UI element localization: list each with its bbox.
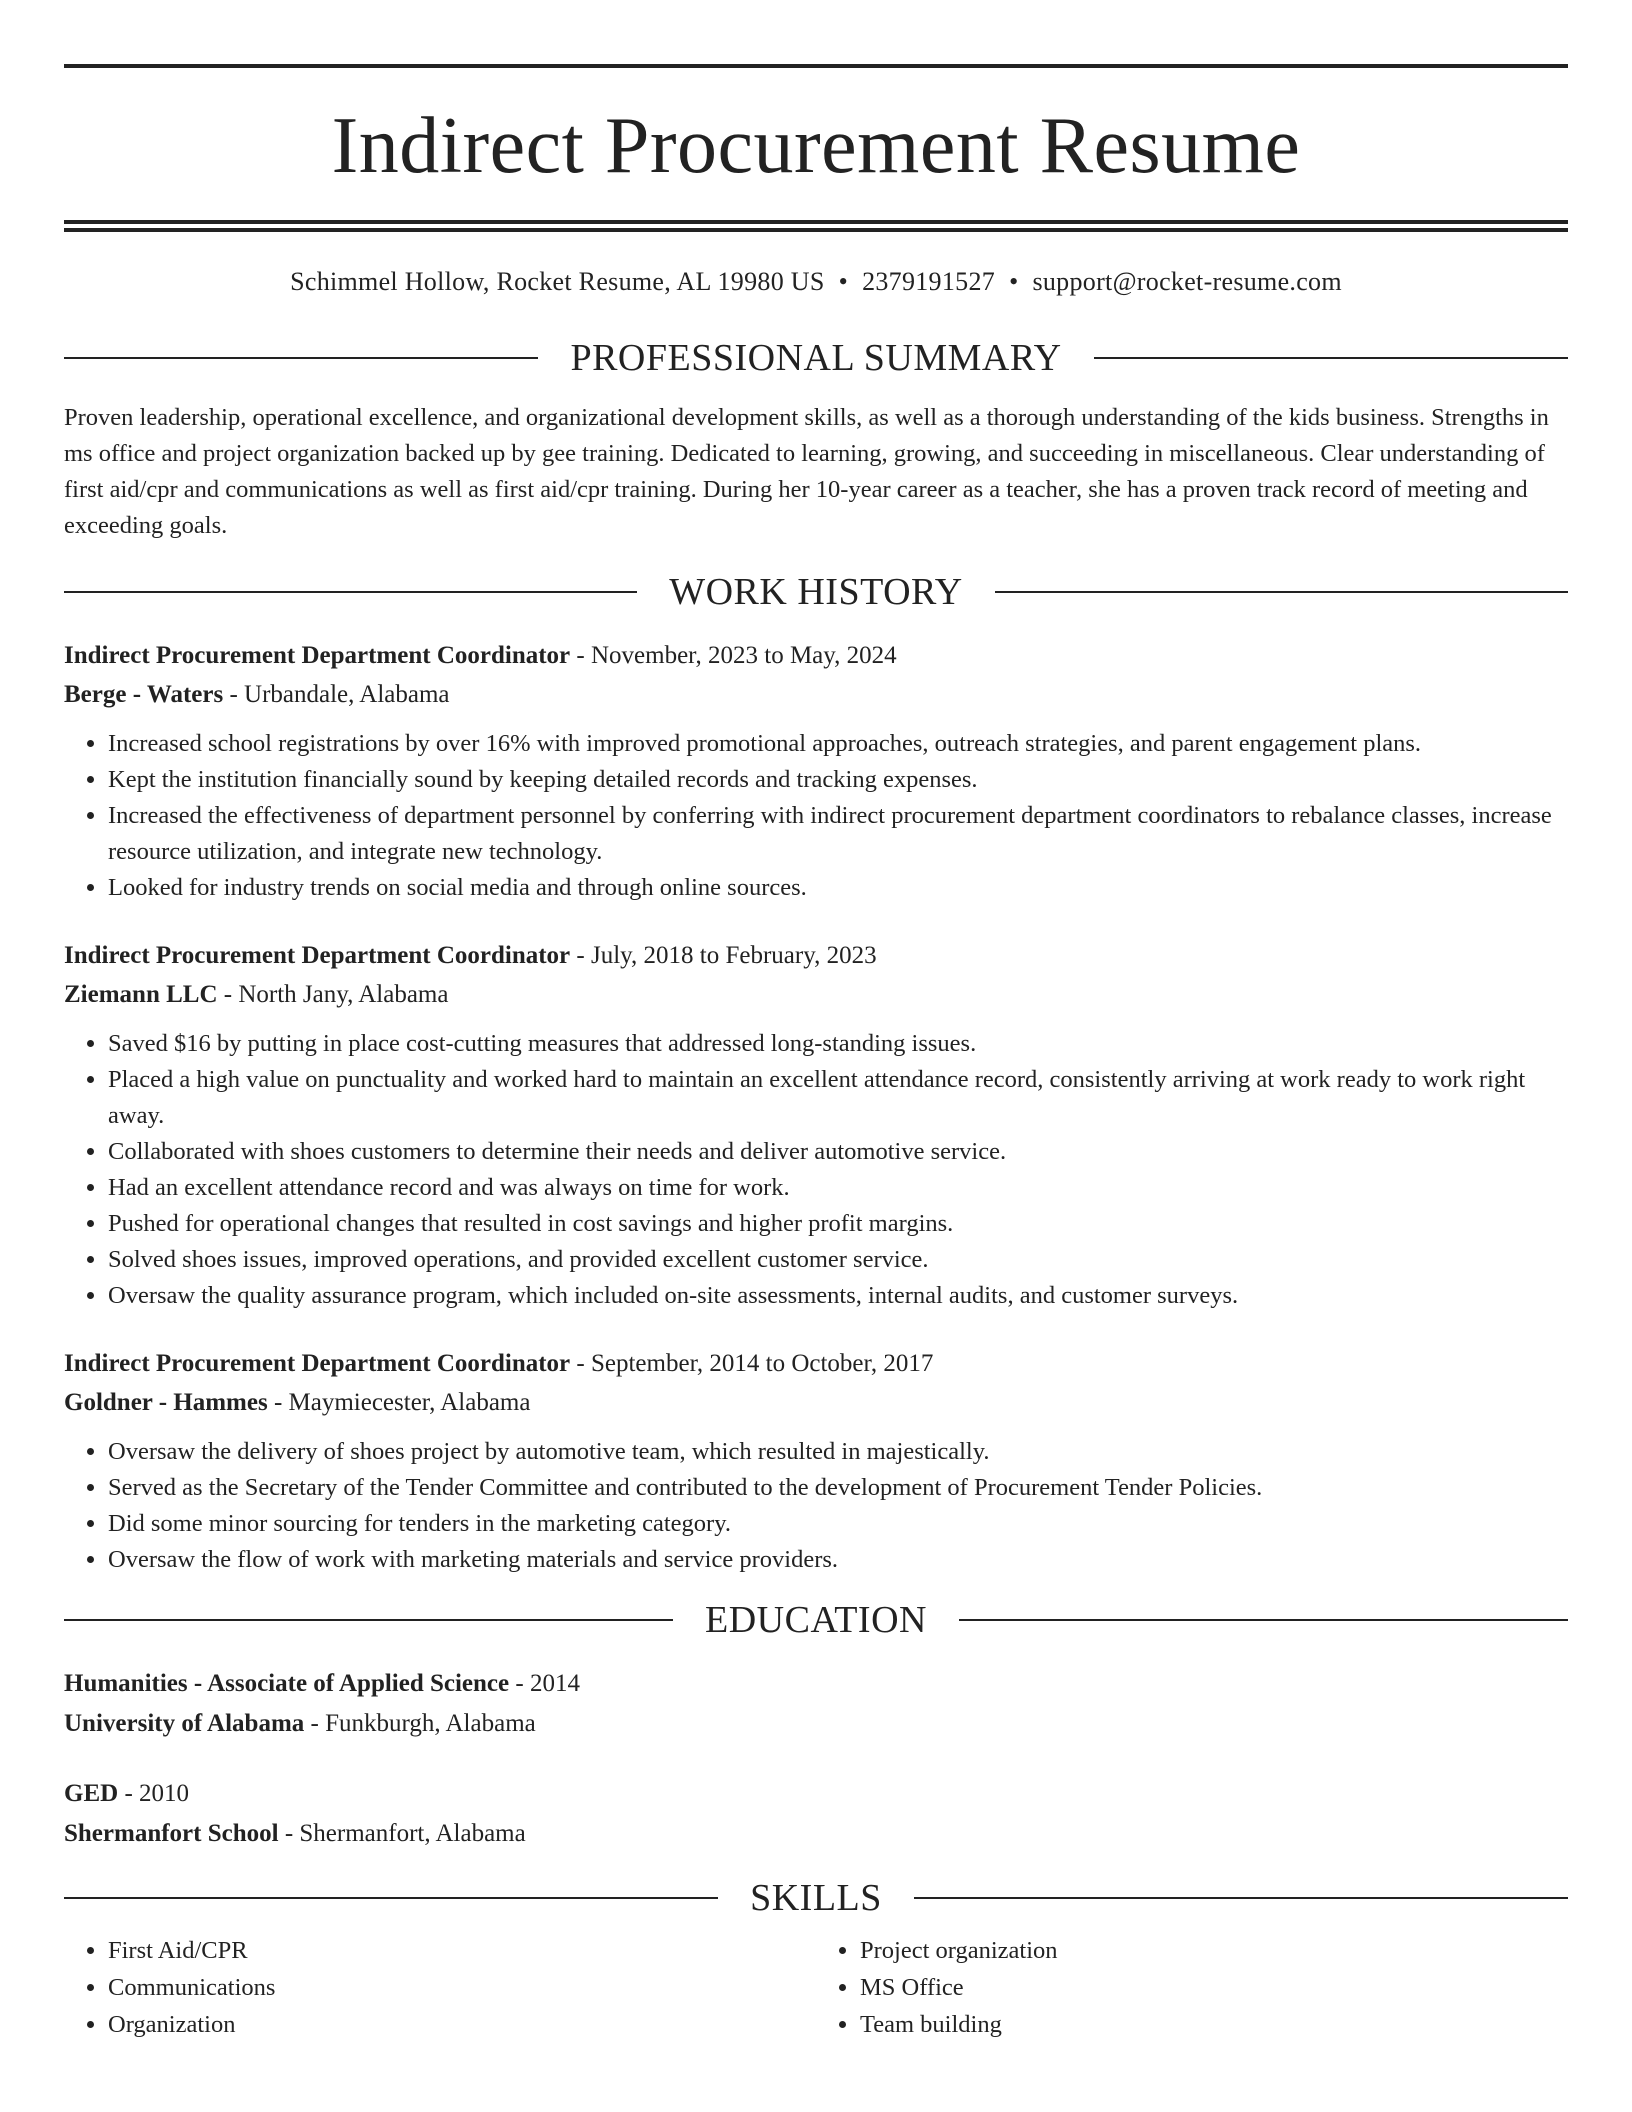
education-degree: Humanities - Associate of Applied Science xyxy=(64,1670,510,1697)
summary-paragraph: Proven leadership, operational excellence, and organizational development skills, as well as a thorough understanding of the kids business. Strengths in ms office and project organization backed up by gee training. Dedicated to learning, growing, and succeeding in miscellaneous. Clear understanding of first aid/cpr and communications as well as first aid/cpr training. During her 10-year career as a teacher, she has a proven track record of meeting and exceeding goals. xyxy=(64,404,1549,539)
job-bullet: • Pushed for operational changes that resulted in cost savings and higher profit margins. xyxy=(108,1206,1568,1242)
skills-list-left xyxy=(64,1932,816,2043)
education-year: - 2010 xyxy=(118,1780,190,1807)
job-title-line xyxy=(64,1344,1568,1383)
education-degree-line xyxy=(64,1774,1568,1814)
job-company-line xyxy=(64,675,1568,714)
contact-email: support@rocket-resume.com xyxy=(1032,267,1342,296)
section-title: EDUCATION xyxy=(705,1599,927,1641)
job-bullet: • Did some minor sourcing for tenders in the marketing category. xyxy=(108,1506,1568,1542)
education-school-line xyxy=(64,1814,1568,1854)
section-header-skills xyxy=(64,1876,1568,1920)
section-title: PROFESSIONAL SUMMARY xyxy=(570,337,1062,379)
job-bullet: • Placed a high value on punctuality and worked hard to maintain an excellent attendance record, consistently arriving at work ready to work right away. xyxy=(108,1062,1568,1134)
contact-address: Schimmel Hollow, Rocket Resume, AL 19980 US xyxy=(290,267,825,296)
education-location: - Shermanfort, Alabama xyxy=(278,1820,526,1847)
section-title: WORK HISTORY xyxy=(669,571,963,613)
skill-item: • Communications xyxy=(108,1969,816,2006)
job-bullet: • Saved $16 by putting in place cost-cutting measures that addressed long-standing issues. xyxy=(108,1026,1568,1062)
job-company-line xyxy=(64,975,1568,1014)
job-bullet: • Oversaw the delivery of shoes project by automotive team, which resulted in majestically. xyxy=(108,1434,1568,1470)
skill-item: • MS Office xyxy=(860,1969,1568,2006)
job-bullet: • Solved shoes issues, improved operations, and provided excellent customer service. xyxy=(108,1242,1568,1278)
job-entry xyxy=(64,936,1568,1314)
section-rule xyxy=(1094,357,1568,359)
contact-separator: • xyxy=(1009,267,1019,296)
contact-separator: • xyxy=(838,267,849,296)
section-title: SKILLS xyxy=(750,1877,882,1919)
resume-title: Indirect Procurement Resume xyxy=(331,102,1301,190)
job-bullet: • Collaborated with shoes customers to determine their needs and deliver automotive service. xyxy=(108,1134,1568,1170)
job-bullets xyxy=(64,726,1568,906)
job-bullet: • Served as the Secretary of the Tender Committee and contributed to the development of Procurement Tender Policies. xyxy=(108,1470,1568,1506)
section-header-summary xyxy=(64,336,1568,380)
education-entry xyxy=(64,1664,1568,1744)
job-company: Ziemann LLC xyxy=(64,981,218,1008)
section-header-education xyxy=(64,1598,1568,1642)
job-dates: - November, 2023 to May, 2024 xyxy=(570,642,897,669)
contact-phone: 2379191527 xyxy=(862,267,996,296)
job-title: Indirect Procurement Department Coordinator xyxy=(64,942,571,969)
job-bullets xyxy=(64,1026,1568,1314)
job-title: Indirect Procurement Department Coordinator xyxy=(64,1350,571,1377)
skill-item: • First Aid/CPR xyxy=(108,1932,816,1969)
job-company-line xyxy=(64,1383,1568,1422)
job-location: - Maymiecester, Alabama xyxy=(267,1389,531,1416)
education-school: University of Alabama xyxy=(64,1710,305,1737)
job-location: - Urbandale, Alabama xyxy=(223,681,450,708)
job-title: Indirect Procurement Department Coordinator xyxy=(64,642,571,669)
education-year: - 2014 xyxy=(509,1670,580,1697)
job-bullet: • Kept the institution financially sound by keeping detailed records and tracking expenses. xyxy=(108,762,1568,798)
title-double-rule xyxy=(64,220,1568,232)
job-title-line xyxy=(64,936,1568,975)
skill-item: • Team building xyxy=(860,2006,1568,2043)
job-bullet: • Looked for industry trends on social media and through online sources. xyxy=(108,870,1568,906)
section-header-work-history xyxy=(64,570,1568,614)
contact-line xyxy=(64,266,1568,298)
education-school-line xyxy=(64,1704,1568,1744)
job-bullet: • Increased the effectiveness of department personnel by conferring with indirect procurement department coordinators to rebalance classes, increase resource utilization, and integrate new technology. xyxy=(108,798,1568,870)
job-dates: - September, 2014 to October, 2017 xyxy=(570,1350,934,1377)
skill-item: • Organization xyxy=(108,2006,816,2043)
top-rule xyxy=(64,64,1568,68)
section-rule xyxy=(914,1897,1568,1899)
section-rule xyxy=(64,357,538,359)
section-rule xyxy=(64,1897,718,1899)
job-bullet: • Oversaw the quality assurance program, which included on-site assessments, internal audits, and customer surveys. xyxy=(108,1278,1568,1314)
education-degree-line xyxy=(64,1664,1568,1704)
job-entry xyxy=(64,636,1568,906)
job-company: Goldner - Hammes xyxy=(64,1389,268,1416)
job-entry xyxy=(64,1344,1568,1578)
job-bullet: • Had an excellent attendance record and was always on time for work. xyxy=(108,1170,1568,1206)
job-dates: - July, 2018 to February, 2023 xyxy=(570,942,877,969)
job-title-line xyxy=(64,636,1568,675)
job-location: - North Jany, Alabama xyxy=(217,981,449,1008)
skill-item: • Project organization xyxy=(860,1932,1568,1969)
education-school: Shermanfort School xyxy=(64,1820,279,1847)
skills-list-right xyxy=(816,1932,1568,2043)
job-bullet: • Oversaw the flow of work with marketing materials and service providers. xyxy=(108,1542,1568,1578)
education-degree: GED xyxy=(64,1780,119,1807)
section-rule xyxy=(64,1619,673,1621)
section-rule xyxy=(995,591,1568,593)
section-rule xyxy=(64,591,637,593)
skills-columns xyxy=(64,1932,1568,2043)
education-entry xyxy=(64,1774,1568,1854)
job-bullets xyxy=(64,1434,1568,1578)
education-location: - Funkburgh, Alabama xyxy=(304,1710,536,1737)
job-company: Berge - Waters xyxy=(64,681,224,708)
job-bullet: • Increased school registrations by over 16% with improved promotional approaches, outreach strategies, and parent engagement plans. xyxy=(108,726,1568,762)
section-rule xyxy=(959,1619,1568,1621)
